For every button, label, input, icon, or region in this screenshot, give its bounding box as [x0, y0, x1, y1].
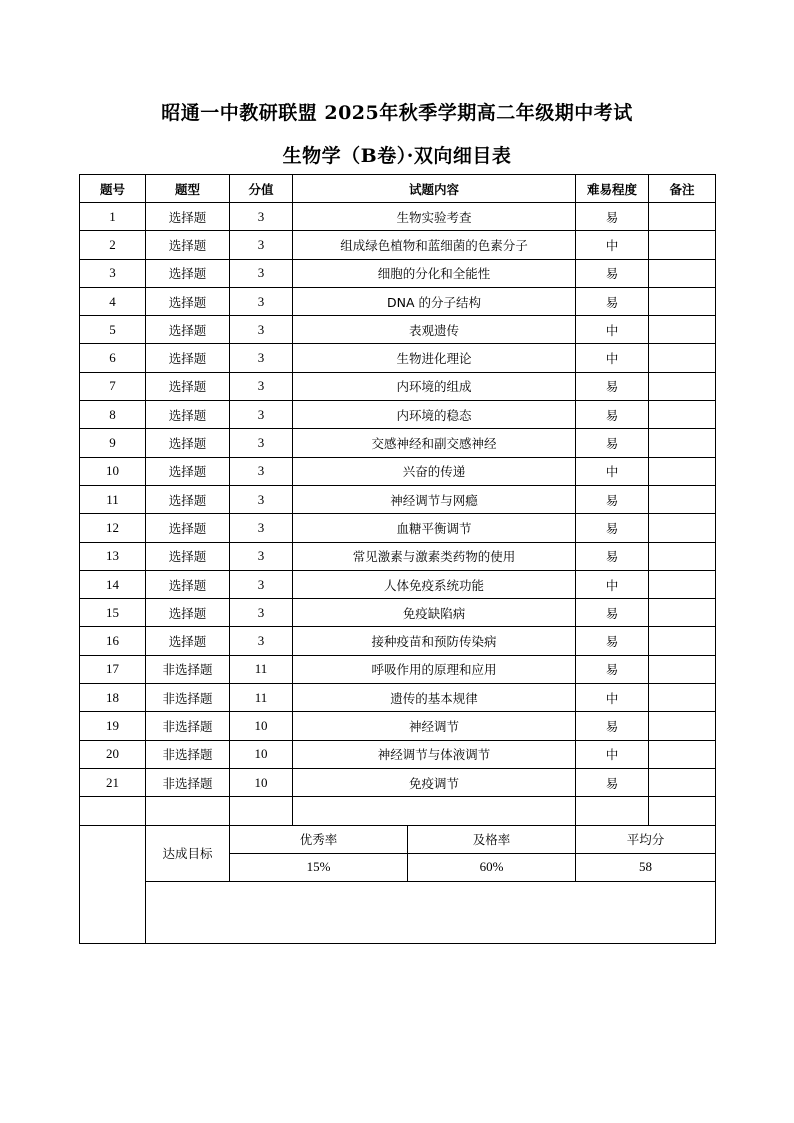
row-difficulty: 易	[576, 768, 649, 796]
summary-notes-row	[80, 881, 716, 943]
row-score: 3	[230, 457, 293, 485]
row-number: 3	[80, 259, 146, 287]
row-number: 13	[80, 542, 146, 570]
row-remark	[649, 457, 716, 485]
row-type: 选择题	[146, 485, 230, 513]
row-difficulty: 易	[576, 627, 649, 655]
row-remark	[649, 316, 716, 344]
blank-row	[80, 797, 716, 825]
row-remark	[649, 231, 716, 259]
row-difficulty: 中	[576, 316, 649, 344]
row-content: DNA 的分子结构	[293, 287, 576, 315]
row-difficulty: 易	[576, 259, 649, 287]
row-type: 非选择题	[146, 684, 230, 712]
row-remark	[649, 514, 716, 542]
row-type: 选择题	[146, 259, 230, 287]
row-difficulty: 易	[576, 401, 649, 429]
row-score: 3	[230, 316, 293, 344]
row-remark	[649, 344, 716, 372]
row-content: 组成绿色植物和蓝细菌的色素分子	[293, 231, 576, 259]
row-content: 常见激素与激素类药物的使用	[293, 542, 576, 570]
row-type: 非选择题	[146, 740, 230, 768]
row-type: 选择题	[146, 429, 230, 457]
row-number: 20	[80, 740, 146, 768]
excellent-rate-value: 15%	[230, 853, 408, 881]
table-header-row	[80, 175, 716, 203]
row-number: 15	[80, 599, 146, 627]
row-content: 表观遗传	[293, 316, 576, 344]
row-score: 3	[230, 570, 293, 598]
row-score: 3	[230, 287, 293, 315]
table-body	[80, 203, 716, 797]
table-row	[80, 570, 716, 598]
row-type: 选择题	[146, 203, 230, 231]
header-score: 分值	[230, 175, 293, 203]
row-remark	[649, 429, 716, 457]
row-content: 呼吸作用的原理和应用	[293, 655, 576, 683]
row-number: 19	[80, 712, 146, 740]
row-score: 3	[230, 485, 293, 513]
row-remark	[649, 287, 716, 315]
row-content: 遗传的基本规律	[293, 684, 576, 712]
row-remark	[649, 203, 716, 231]
header-remark: 备注	[649, 175, 716, 203]
row-score: 3	[230, 429, 293, 457]
row-number: 5	[80, 316, 146, 344]
blank-cell	[293, 797, 576, 825]
table-row	[80, 599, 716, 627]
table-row	[80, 231, 716, 259]
row-score: 3	[230, 259, 293, 287]
row-content: 免疫调节	[293, 768, 576, 796]
row-remark	[649, 401, 716, 429]
row-content: 接种疫苗和预防传染病	[293, 627, 576, 655]
row-type: 选择题	[146, 231, 230, 259]
table-row	[80, 372, 716, 400]
blank-cell	[146, 797, 230, 825]
table-row	[80, 514, 716, 542]
blank-cell	[230, 797, 293, 825]
detail-table	[79, 174, 716, 944]
table-row	[80, 485, 716, 513]
summary-notes-cell	[146, 881, 716, 943]
row-difficulty: 易	[576, 514, 649, 542]
row-number: 6	[80, 344, 146, 372]
row-number: 14	[80, 570, 146, 598]
row-difficulty: 中	[576, 457, 649, 485]
row-type: 选择题	[146, 457, 230, 485]
row-score: 11	[230, 684, 293, 712]
row-content: 人体免疫系统功能	[293, 570, 576, 598]
row-type: 选择题	[146, 287, 230, 315]
row-type: 选择题	[146, 514, 230, 542]
average-score-label: 平均分	[576, 825, 716, 853]
row-number: 11	[80, 485, 146, 513]
row-number: 21	[80, 768, 146, 796]
row-type: 选择题	[146, 627, 230, 655]
row-difficulty: 中	[576, 684, 649, 712]
row-difficulty: 易	[576, 429, 649, 457]
blank-cell	[576, 797, 649, 825]
row-score: 3	[230, 372, 293, 400]
header-no: 题号	[80, 175, 146, 203]
row-difficulty: 易	[576, 372, 649, 400]
table-row	[80, 287, 716, 315]
row-content: 神经调节与体液调节	[293, 740, 576, 768]
row-type: 选择题	[146, 570, 230, 598]
row-score: 3	[230, 344, 293, 372]
row-remark	[649, 655, 716, 683]
row-remark	[649, 372, 716, 400]
row-difficulty: 易	[576, 599, 649, 627]
header-difficulty: 难易程度	[576, 175, 649, 203]
table-row	[80, 627, 716, 655]
row-remark	[649, 485, 716, 513]
row-score: 10	[230, 768, 293, 796]
row-type: 非选择题	[146, 655, 230, 683]
row-remark	[649, 712, 716, 740]
row-content: 内环境的组成	[293, 372, 576, 400]
row-type: 选择题	[146, 316, 230, 344]
row-type: 选择题	[146, 542, 230, 570]
row-remark	[649, 570, 716, 598]
blank-cell	[649, 797, 716, 825]
summary-label: 达成目标	[146, 825, 230, 881]
row-remark	[649, 684, 716, 712]
table-row	[80, 259, 716, 287]
row-remark	[649, 599, 716, 627]
table-row	[80, 344, 716, 372]
row-remark	[649, 259, 716, 287]
row-type: 选择题	[146, 599, 230, 627]
row-difficulty: 易	[576, 287, 649, 315]
average-score-value: 58	[576, 853, 716, 881]
row-content: 生物实验考查	[293, 203, 576, 231]
row-number: 9	[80, 429, 146, 457]
table-row	[80, 401, 716, 429]
row-content: 神经调节与网瘾	[293, 485, 576, 513]
row-difficulty: 中	[576, 740, 649, 768]
row-score: 10	[230, 712, 293, 740]
row-remark	[649, 740, 716, 768]
table-row	[80, 655, 716, 683]
row-remark	[649, 542, 716, 570]
row-number: 18	[80, 684, 146, 712]
row-difficulty: 中	[576, 570, 649, 598]
row-content: 免疫缺陷病	[293, 599, 576, 627]
table-row	[80, 316, 716, 344]
row-difficulty: 中	[576, 344, 649, 372]
row-difficulty: 易	[576, 203, 649, 231]
table-row	[80, 542, 716, 570]
pass-rate-value: 60%	[408, 853, 576, 881]
excellent-rate-label: 优秀率	[230, 825, 408, 853]
row-number: 8	[80, 401, 146, 429]
table-row	[80, 768, 716, 796]
row-score: 10	[230, 740, 293, 768]
row-content: 血糖平衡调节	[293, 514, 576, 542]
row-score: 3	[230, 542, 293, 570]
table-row	[80, 203, 716, 231]
document-title: 昭通一中教研联盟 2025年秋季学期高二年级期中考试	[161, 102, 633, 124]
row-content: 兴奋的传递	[293, 457, 576, 485]
pass-rate-label: 及格率	[408, 825, 576, 853]
row-difficulty: 易	[576, 712, 649, 740]
summary-header-row	[80, 825, 716, 853]
table-row	[80, 684, 716, 712]
row-type: 非选择题	[146, 768, 230, 796]
row-number: 1	[80, 203, 146, 231]
row-difficulty: 易	[576, 655, 649, 683]
row-number: 4	[80, 287, 146, 315]
row-score: 3	[230, 231, 293, 259]
row-number: 10	[80, 457, 146, 485]
row-content: 细胞的分化和全能性	[293, 259, 576, 287]
row-remark	[649, 627, 716, 655]
row-type: 选择题	[146, 401, 230, 429]
row-score: 3	[230, 203, 293, 231]
document-subtitle: 生物学（B卷）·双向细目表	[282, 145, 512, 167]
table-row	[80, 712, 716, 740]
table-row	[80, 429, 716, 457]
row-number: 12	[80, 514, 146, 542]
table-row	[80, 740, 716, 768]
row-number: 17	[80, 655, 146, 683]
row-score: 3	[230, 627, 293, 655]
row-content: 内环境的稳态	[293, 401, 576, 429]
row-score: 11	[230, 655, 293, 683]
row-score: 3	[230, 599, 293, 627]
table-row	[80, 457, 716, 485]
row-score: 3	[230, 401, 293, 429]
row-type: 选择题	[146, 344, 230, 372]
row-content: 神经调节	[293, 712, 576, 740]
row-difficulty: 易	[576, 485, 649, 513]
summary-blank-cell	[80, 825, 146, 943]
row-difficulty: 易	[576, 542, 649, 570]
header-content: 试题内容	[293, 175, 576, 203]
row-content: 生物进化理论	[293, 344, 576, 372]
row-score: 3	[230, 514, 293, 542]
row-type: 选择题	[146, 372, 230, 400]
blank-cell	[80, 797, 146, 825]
row-remark	[649, 768, 716, 796]
row-number: 7	[80, 372, 146, 400]
header-type: 题型	[146, 175, 230, 203]
row-type: 非选择题	[146, 712, 230, 740]
row-number: 16	[80, 627, 146, 655]
row-difficulty: 中	[576, 231, 649, 259]
row-content: 交感神经和副交感神经	[293, 429, 576, 457]
row-number: 2	[80, 231, 146, 259]
